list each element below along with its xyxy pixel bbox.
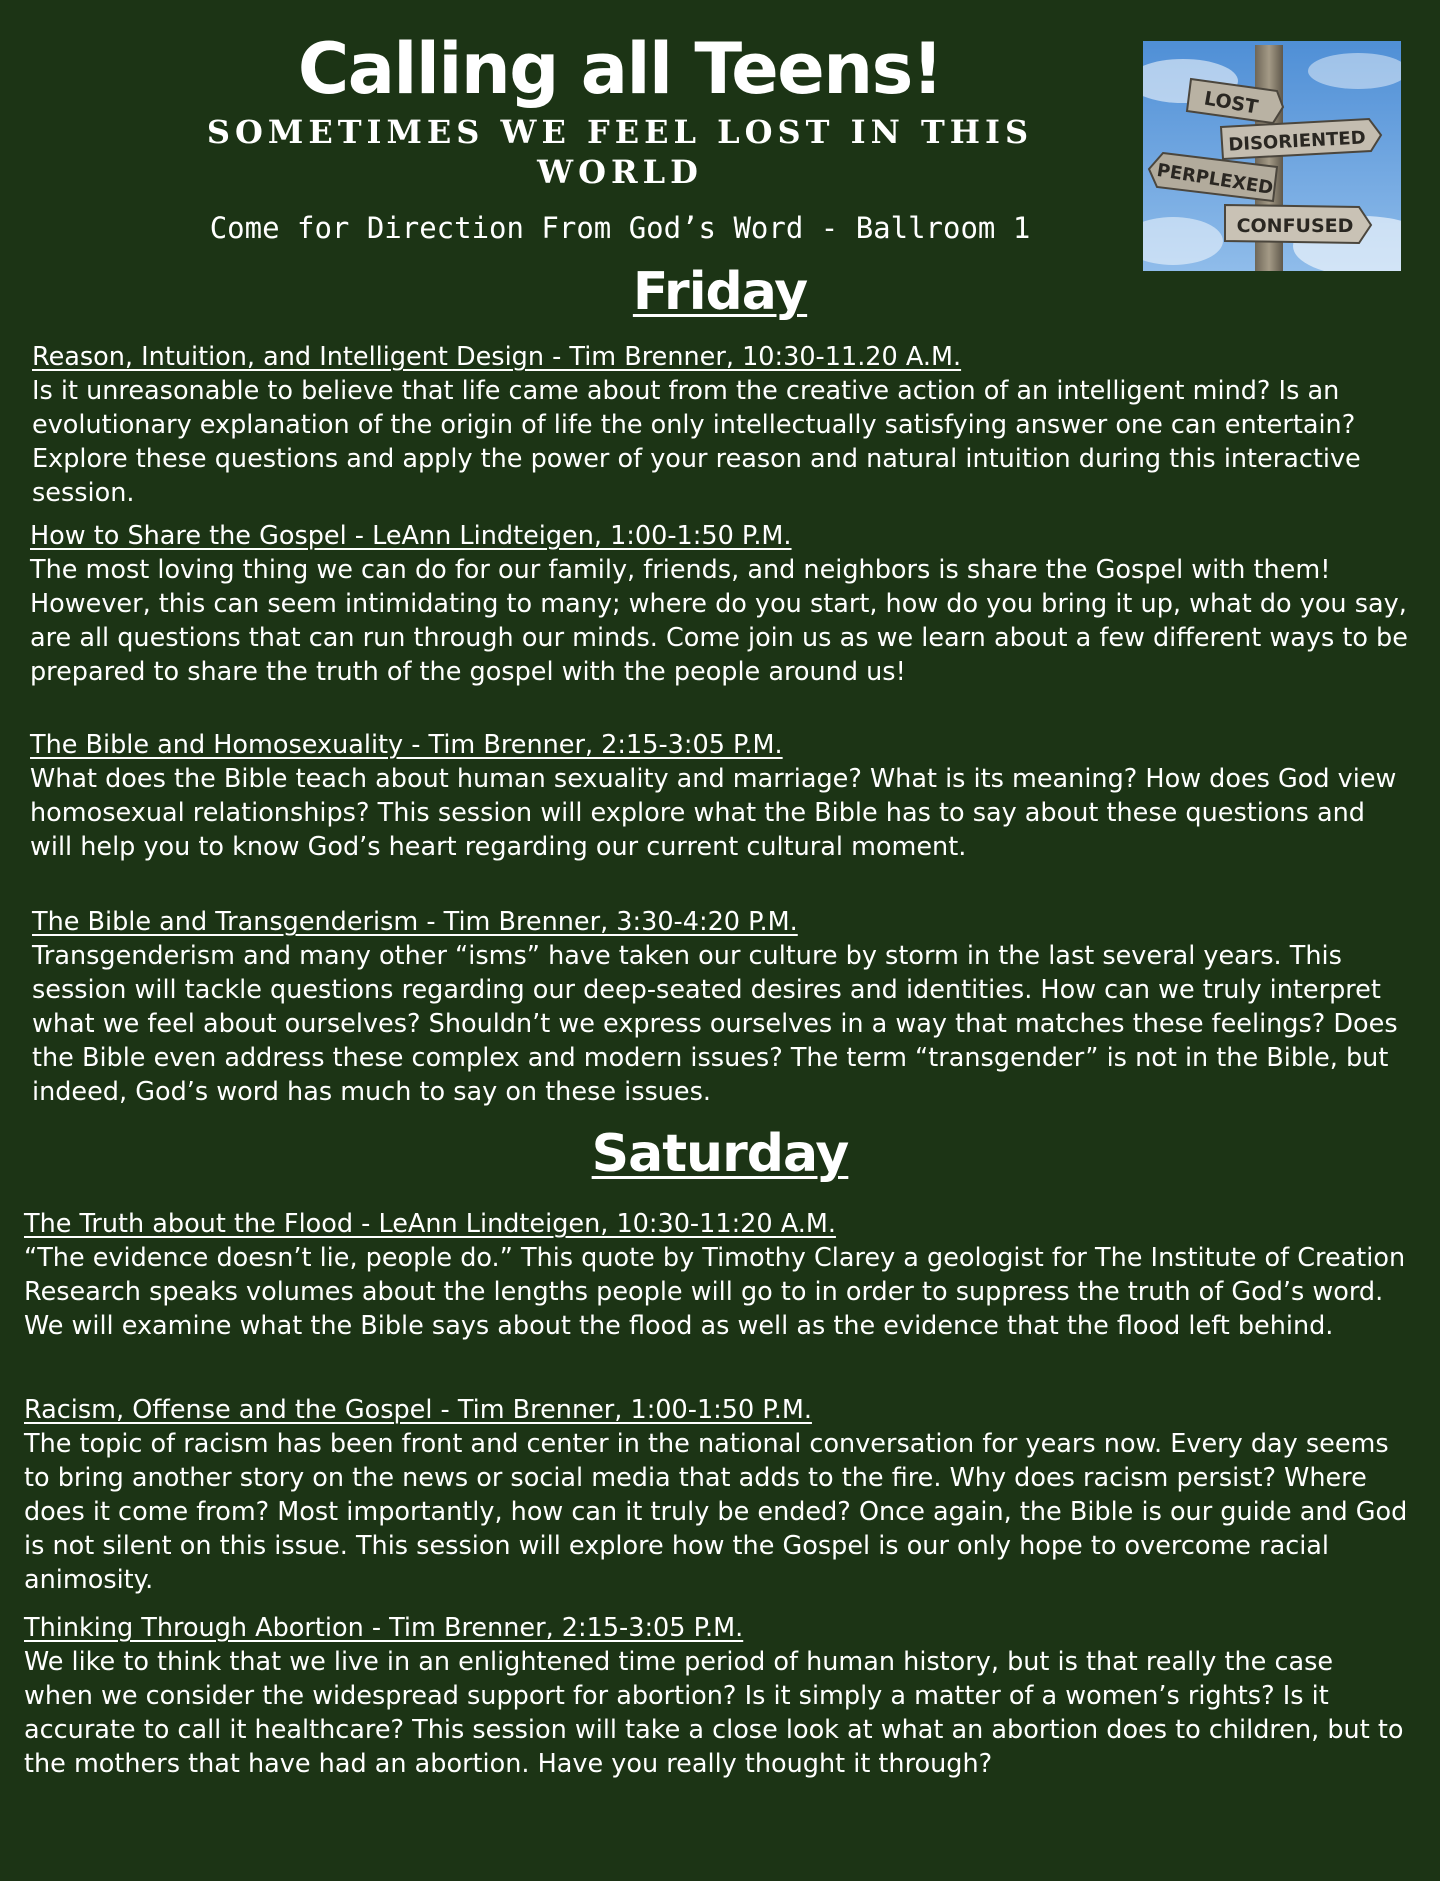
session-item xyxy=(30,519,1410,689)
session-title: The Bible and Homosexuality - Tim Brenner, 2:15-3:05 P.M. xyxy=(30,730,783,760)
session-title: Thinking Through Abortion - Tim Brenner, 2:15-3:05 P.M. xyxy=(24,1613,744,1643)
sign-disoriented-label: DISORIENTED xyxy=(1227,127,1367,156)
saturday-heading: Saturday xyxy=(591,1124,849,1184)
sign-confused-label: CONFUSED xyxy=(1236,215,1354,237)
sign-lost-label: LOST xyxy=(1202,87,1260,119)
session-title: The Bible and Transgenderism - Tim Brenner, 3:30-4:20 P.M. xyxy=(32,907,798,937)
sign-perplexed-label: PERPLEXED xyxy=(1155,159,1275,200)
sign-confused xyxy=(1225,205,1371,243)
session-item xyxy=(24,1207,1410,1343)
session-description: “The evidence doesn’t lie, people do.” This quote by Timothy Clarey a geologist for The Institute of Creation Research speaks volumes about the lengths people will go to in order to suppress the truth of God’s word. We will examine what the Bible says about the flood as well as the evidence that the flood left behind. xyxy=(24,1243,1406,1341)
flyer-subtitle: SOMETIMES WE FEEL LOST IN THIS WORLD xyxy=(206,113,1034,191)
session-title: Racism, Offense and the Gospel - Tim Brenner, 1:00-1:50 P.M. xyxy=(24,1395,812,1425)
session-item xyxy=(24,1611,1410,1781)
friday-heading: Friday xyxy=(632,262,808,322)
session-description: Transgenderism and many other “isms” have taken our culture by storm in the last several years. This session will tackle questions regarding our deep-seated desires and identities. How can we truly interpret what we feel about ourselves? Shouldn’t we express ourselves in a way that matches these feelings? Does the Bible even address these complex and modern issues? The term “transgender” is not in the Bible, but indeed, God’s word has much to say on these issues. xyxy=(32,941,1398,1107)
session-title: Reason, Intuition, and Intelligent Design - Tim Brenner, 10:30-11.20 A.M. xyxy=(32,342,962,372)
session-item xyxy=(30,728,1410,864)
flyer-tagline: Come for Direction From God’s Word - Ballroom 1 xyxy=(209,211,1031,245)
signpost-image xyxy=(1143,41,1401,271)
session-item xyxy=(32,340,1410,510)
session-description: We like to think that we live in an enlightened time period of human history, but is that really the case when we consider the widespread support for abortion? Is it simply a matter of a women’s rights? Is it accurate to call it healthcare? This session will take a close look at what an abortion does to children, but to the mothers that have had an abortion. Have you really thought it through? xyxy=(24,1647,1404,1779)
session-title: The Truth about the Flood - LeAnn Lindteigen, 10:30-11:20 A.M. xyxy=(24,1209,836,1239)
session-title: How to Share the Gospel - LeAnn Lindteigen, 1:00-1:50 P.M. xyxy=(30,521,792,551)
session-description: The topic of racism has been front and center in the national conversation for years now. Every day seems to bring another story on the news or social media that adds to the fire. Why does racism persist? Where does it come from? Most importantly, how can it truly be ended? Once again, the Bible is our guide and God is not silent on this issue. This session will explore how the Gospel is our only hope to overcome racial animosity. xyxy=(24,1429,1408,1595)
session-description: What does the Bible teach about human sexuality and marriage? What is its meaning? How does God view homosexual relationships? This session will explore what the Bible has to say about these questions and will help you to know God’s heart regarding our current cultural moment. xyxy=(30,764,1397,862)
flyer-title: Calling all Teens! xyxy=(297,28,943,110)
session-item xyxy=(32,905,1410,1109)
session-description: The most loving thing we can do for our family, friends, and neighbors is share the Gospel with them! However, this can seem intimidating to many; where do you start, how do you bring it up, what do you say, are all questions that can run through our minds. Come join us as we learn about a few different ways to be prepared to share the truth of the gospel with the people around us! xyxy=(30,555,1408,687)
session-item xyxy=(24,1393,1410,1597)
session-description: Is it unreasonable to believe that life came about from the creative action of an intelligent mind? Is an evolutionary explanation of the origin of life the only intellectually satisfying answer one can entertain? Explore these questions and apply the power of your reason and natural intuition during this interactive session. xyxy=(32,376,1361,508)
